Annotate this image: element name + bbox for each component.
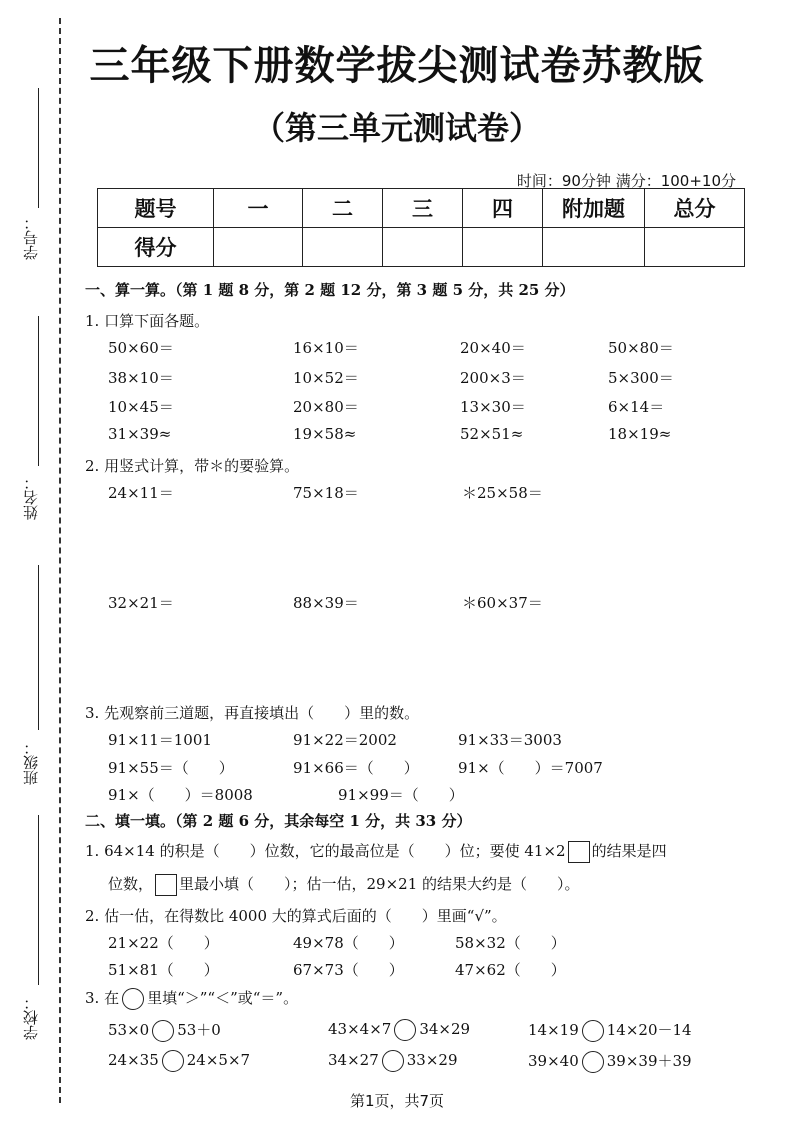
- pattern-item: 91×99＝（ ）: [338, 786, 464, 804]
- pattern-item: 91×（ ）＝7007: [458, 759, 603, 777]
- compare-item: [328, 1019, 470, 1041]
- oral-calc-item: 20×80＝: [293, 398, 359, 416]
- oral-calc-item: 38×10＝: [108, 369, 174, 387]
- oral-calc-item: 200×3＝: [460, 369, 526, 387]
- score-cell[interactable]: [303, 228, 383, 267]
- page-title: 三年级下册数学拔尖测试卷苏教版: [89, 43, 705, 89]
- compare-circle[interactable]: [394, 1019, 416, 1041]
- blank-box[interactable]: [155, 874, 177, 896]
- section2-heading: 二、填一填。（第 2 题 6 分，其余每空 1 分，共 33 分）: [85, 812, 472, 830]
- pattern-item: 91×66＝（ ）: [293, 759, 419, 777]
- name-label: 姓名：: [22, 475, 40, 520]
- q1-2-text: 2. 用竖式计算，带＊的要验算。: [85, 457, 300, 475]
- school-line: [38, 815, 39, 985]
- compare-circle[interactable]: [582, 1020, 604, 1042]
- compare-circle[interactable]: [582, 1051, 604, 1073]
- vertical-calc-item: 24×11＝: [108, 484, 174, 502]
- oral-calc-item: 19×58≈: [293, 425, 357, 443]
- oral-calc-item: 50×80＝: [608, 339, 674, 357]
- compare-right: 39×39＋39: [606, 1052, 692, 1070]
- compare-left: 34×27: [328, 1051, 379, 1069]
- q1-3-text: 3. 先观察前三道题，再直接填出（ ）里的数。: [85, 704, 420, 722]
- score-cell[interactable]: [463, 228, 543, 267]
- score-table-score-row: [98, 228, 745, 267]
- pattern-item: 91×55＝（ ）: [108, 759, 234, 777]
- score-cell[interactable]: [383, 228, 463, 267]
- compare-item: [108, 1019, 221, 1042]
- oral-calc-item: 31×39≈: [108, 425, 172, 443]
- estimate-item: 49×78（ ）: [293, 934, 404, 952]
- header-cell: 一: [214, 189, 303, 228]
- compare-right: 14×20－14: [606, 1021, 692, 1039]
- name-line: [38, 316, 39, 466]
- compare-right: 24×5×7: [186, 1051, 251, 1069]
- estimate-item: 51×81（ ）: [108, 961, 219, 979]
- blank-box[interactable]: [568, 841, 590, 863]
- oral-calc-item: 5×300＝: [608, 369, 674, 387]
- oral-calc-item: 16×10＝: [293, 339, 359, 357]
- school-label: 学校：: [22, 995, 40, 1040]
- vertical-calc-item: 32×21＝: [108, 594, 174, 612]
- pattern-item: 91×（ ）＝8008: [108, 786, 253, 804]
- compare-left: 24×35: [108, 1051, 159, 1069]
- score-cell[interactable]: [645, 228, 745, 267]
- compare-item: [108, 1050, 250, 1072]
- pattern-item: 91×22＝2002: [293, 731, 397, 749]
- binding-dashed-line: [59, 18, 61, 1103]
- compare-right: 53＋0: [177, 1021, 221, 1039]
- header-cell: 三: [383, 189, 463, 228]
- header-cell: 四: [463, 189, 543, 228]
- estimate-item: 47×62（ ）: [455, 961, 566, 979]
- q2-1-line2: [108, 873, 580, 896]
- vertical-calc-item: 75×18＝: [293, 484, 359, 502]
- header-cell: 附加题: [543, 189, 645, 228]
- compare-right: 34×29: [419, 1020, 471, 1038]
- compare-right: 33×29: [406, 1051, 458, 1069]
- pattern-item: 91×33＝3003: [458, 731, 562, 749]
- oral-calc-item: 10×45＝: [108, 398, 174, 416]
- q1-1-text: 1. 口算下面各题。: [85, 312, 210, 330]
- compare-circle[interactable]: [162, 1050, 184, 1072]
- score-table: [97, 188, 745, 267]
- q2-2-text: 2. 估一估，在得数比 4000 大的算式后面的（ ）里画“√”。: [85, 907, 507, 925]
- compare-circle[interactable]: [152, 1020, 174, 1042]
- vertical-calc-item: ＊60×37＝: [462, 594, 543, 612]
- page-subtitle: （第三单元测试卷）: [252, 109, 541, 147]
- row-label-cell: 得分: [98, 228, 214, 267]
- compare-left: 14×19: [528, 1021, 579, 1039]
- q2-3-text-a: 3. 在: [85, 989, 120, 1007]
- oral-calc-item: 10×52＝: [293, 369, 359, 387]
- oral-calc-item: 50×60＝: [108, 339, 174, 357]
- oral-calc-item: 13×30＝: [460, 398, 526, 416]
- score-cell[interactable]: [214, 228, 303, 267]
- estimate-item: 58×32（ ）: [455, 934, 566, 952]
- compare-item: [528, 1019, 692, 1042]
- header-cell: 总分: [645, 189, 745, 228]
- oral-calc-item: 18×19≈: [608, 425, 672, 443]
- q2-1-text-a: 1. 64×14 的积是（ ）位数，它的最高位是（ ）位；要使 41×2: [85, 842, 566, 860]
- oral-calc-item: 6×14＝: [608, 398, 665, 416]
- score-cell[interactable]: [543, 228, 645, 267]
- q2-3-text-b: 里填“＞”“＜”或“＝”。: [147, 989, 299, 1007]
- compare-left: 39×40: [528, 1052, 579, 1070]
- q2-1-text-d: 里最小填（ ）；估一估，29×21 的结果大约是（ ）。: [179, 875, 580, 893]
- q2-1-text-b: 的结果是四: [591, 842, 667, 860]
- oral-calc-item: 52×51≈: [460, 425, 524, 443]
- compare-circle-icon: [122, 988, 144, 1010]
- vertical-calc-item: 88×39＝: [293, 594, 359, 612]
- q2-1-line1: [85, 840, 667, 863]
- estimate-item: 67×73（ ）: [293, 961, 404, 979]
- estimate-item: 21×22（ ）: [108, 934, 219, 952]
- page-footer: 第1页，共7页: [349, 1092, 445, 1110]
- vertical-calc-item: ＊25×58＝: [462, 484, 543, 502]
- section1-heading: 一、算一算。（第 1 题 8 分，第 2 题 12 分，第 3 题 5 分，共 25 分）: [85, 281, 575, 299]
- time-info: 时间：90分钟 满分：100+10分: [516, 172, 736, 190]
- q2-3-text: [85, 987, 298, 1010]
- compare-item: [528, 1050, 692, 1073]
- pattern-item: 91×11＝1001: [108, 731, 212, 749]
- compare-left: 43×4×7: [328, 1020, 392, 1038]
- compare-item: [328, 1050, 458, 1072]
- compare-left: 53×0: [108, 1021, 150, 1039]
- student-id-label: 学号：: [22, 215, 40, 260]
- oral-calc-item: 20×40＝: [460, 339, 526, 357]
- compare-circle[interactable]: [382, 1050, 404, 1072]
- q2-1-text-c: 位数，: [108, 875, 154, 893]
- class-line: [38, 565, 39, 730]
- header-cell: 题号: [98, 189, 214, 228]
- class-label: 班级：: [22, 740, 40, 785]
- score-table-header-row: [98, 189, 745, 228]
- header-cell: 二: [303, 189, 383, 228]
